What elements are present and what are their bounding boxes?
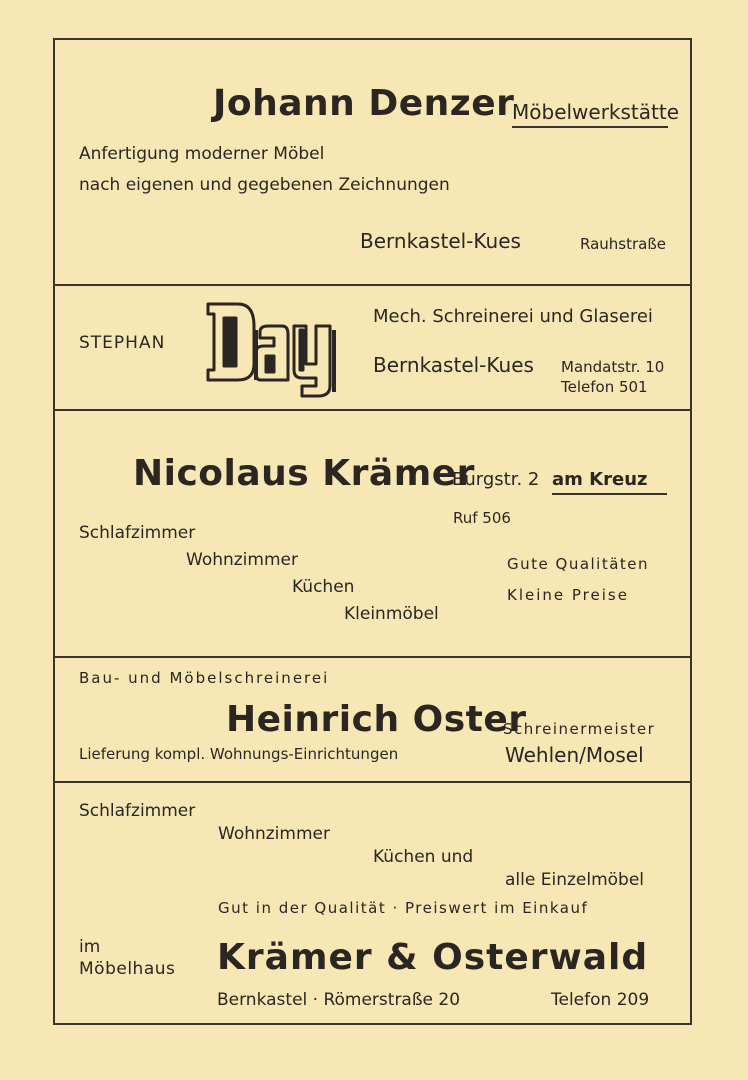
ad1-line2: nach eigenen und gegebenen Zeichnungen	[79, 175, 450, 195]
ad3-phone: Ruf 506	[453, 509, 511, 527]
ad1-street: Rauhstraße	[580, 235, 667, 253]
ad5-prefix-im: im	[79, 937, 101, 957]
ad4-name: Heinrich Oster	[226, 699, 527, 740]
ad5-address: Bernkastel · Römerstraße 20	[217, 990, 461, 1010]
ad3-name: Nicolaus Krämer	[133, 453, 475, 494]
ad2-first-name: STEPHAN	[79, 333, 166, 353]
ad1-line1: Anfertigung moderner Möbel	[79, 144, 325, 164]
ad5-item: Wohnzimmer	[218, 824, 330, 844]
ad5-item: Schlafzimmer	[79, 801, 196, 821]
ad3-place: am Kreuz	[552, 471, 667, 495]
ad1-name: Johann Denzer	[213, 83, 515, 124]
divider	[55, 284, 690, 286]
ad2-trade: Mech. Schreinerei und Glaserei	[373, 306, 653, 327]
day-logo	[198, 300, 348, 400]
ad4-place: Wehlen/Mosel	[505, 743, 644, 767]
ad3-slogan1: Gute Qualitäten	[507, 555, 650, 573]
divider	[55, 781, 690, 783]
ad4-line: Lieferung kompl. Wohnungs-Einrichtungen	[79, 745, 399, 763]
ad5-slogan: Gut in der Qualität · Preiswert im Einkauf	[218, 899, 589, 917]
ad1-city: Bernkastel-Kues	[360, 229, 521, 253]
ad1-trade: Möbelwerkstätte	[512, 102, 668, 128]
divider	[55, 656, 690, 658]
ad2-phone: Telefon 501	[561, 378, 648, 396]
ad5-item: alle Einzelmöbel	[505, 870, 645, 890]
ad3-item: Schlafzimmer	[79, 523, 196, 543]
ad2-city: Bernkastel-Kues	[373, 353, 534, 377]
ad3-street: Burgstr. 2	[452, 469, 540, 490]
ad5-phone: Telefon 209	[551, 990, 650, 1010]
ad5-item: Küchen und	[373, 847, 474, 867]
ad5-prefix-moebelhaus: Möbelhaus	[79, 959, 176, 979]
ad4-trade: Bau- und Möbelschreinerei	[79, 669, 330, 687]
ad4-title: Schreinermeister	[503, 720, 656, 738]
ad2-street: Mandatstr. 10	[561, 358, 665, 376]
ad3-slogan2: Kleine Preise	[507, 586, 629, 604]
divider	[55, 409, 690, 411]
ad3-item: Wohnzimmer	[186, 550, 298, 570]
ad3-item: Küchen	[292, 577, 355, 597]
ad5-name: Krämer & Osterwald	[217, 937, 649, 978]
ad3-item: Kleinmöbel	[344, 604, 439, 624]
